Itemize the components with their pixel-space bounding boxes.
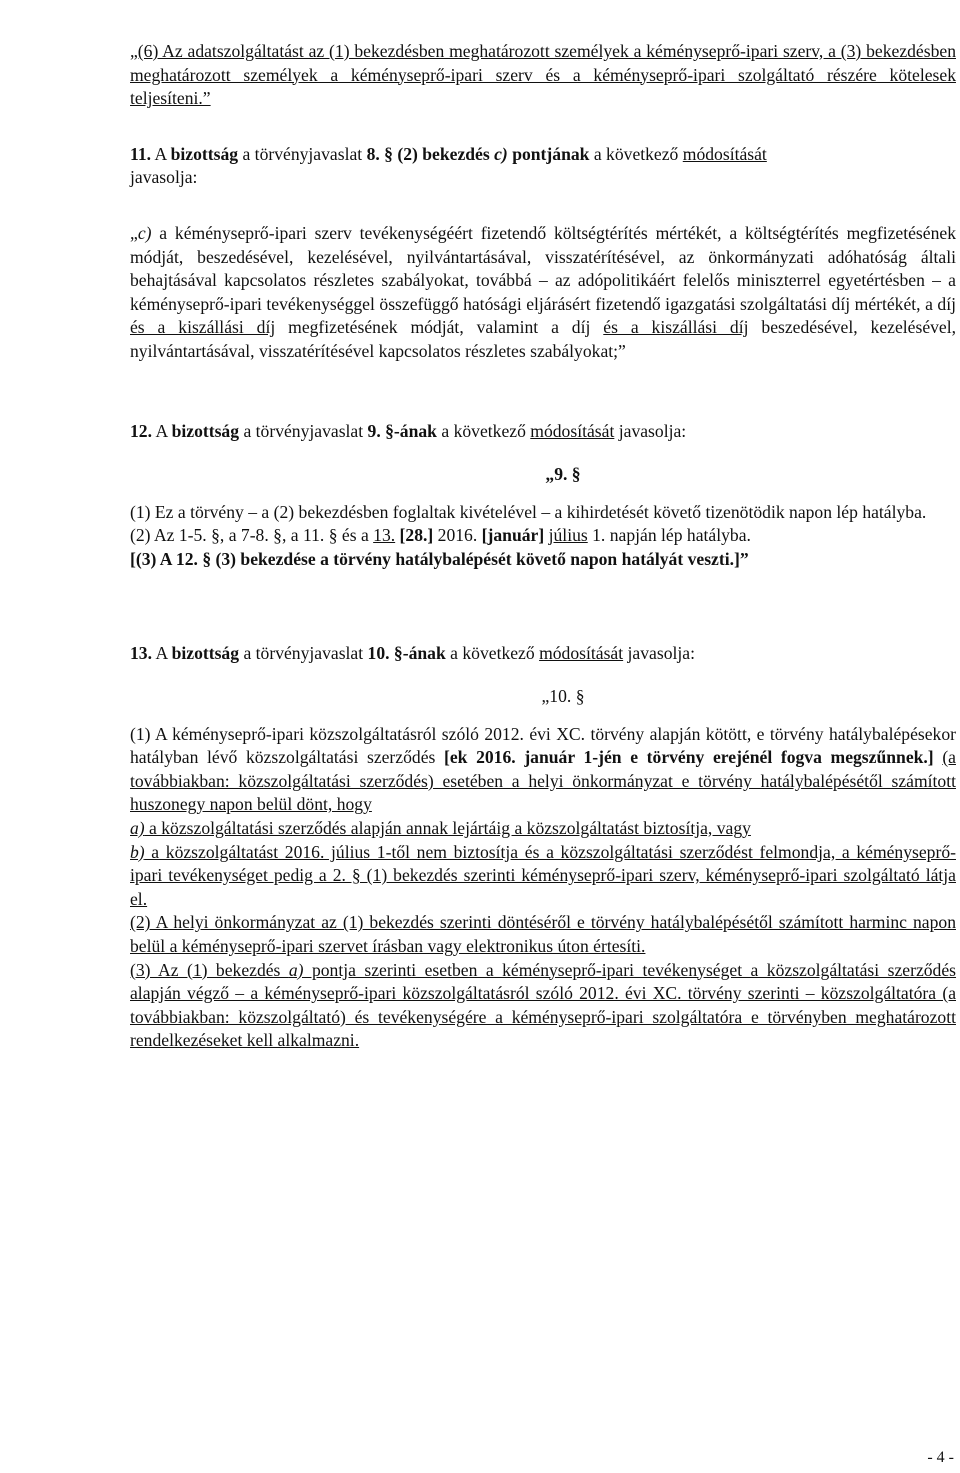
deleted-text: [január] [481,525,545,546]
deleted-text: [ek 2016. január 1-jén e törvény erejénél fogva megszűnnek.] [444,747,934,768]
section-heading: „10. § [541,686,585,707]
section-12-intro [130,420,956,444]
inserted-text: (a továbbiakban: közszolgáltatási szerződés) esetében a helyi önkormányzat e törvény hatálybalépésétől számított huszonegy napon belül dönt, hogy [130,747,956,815]
section-13-para-2 [130,911,956,958]
section-12-para-2 [130,524,956,548]
section-12-para-1: (1) Ez a törvény – a (2) bekezdésben foglaltak kivételével – a kihirdetését követő tizenötödik napon lép hatályba. [130,501,927,522]
page-number: - 4 - [927,1449,954,1466]
intro-text: a törvényjavaslat [243,642,364,663]
intro-ref: 8. § (2) bekezdés [366,143,490,164]
section-13-point-a [130,817,956,841]
intro-text: A [154,143,167,164]
intro-ref: 9. §-ának [367,420,437,441]
section-13-para-1 [130,723,956,817]
deleted-text: [28.] [395,525,434,546]
para-text: (1) A kéményseprő-ipari közszolgáltatásról szóló 2012. évi XC. törvény alapján kötött, e törvény hatálybalépésekor hatályban lévő közszolgáltatási szerződés [130,723,956,768]
section-12-para-3: [(3) A 12. § (3) bekezdése a törvény hatálybalépését követő napon hatályát veszti.]” [130,548,749,569]
intro-text: a következő [450,642,535,663]
quote-text: megfizetésének módját, valamint a díj [275,317,604,338]
intro-text: a törvényjavaslat [242,143,363,164]
intro-text: javasolja: [627,642,695,663]
inserted-text: és a kiszállási díj [130,317,276,338]
quote-text: beszedésével, kezelésével, nyilvántartásával, visszatérítésével kapcsolatos részletes szabályokat;” [130,317,957,361]
section-13-intro [130,642,956,666]
inserted-text: 13. [373,525,396,546]
inserted-text: pontja szerinti esetben a kéményseprő-ipari tevékenységet a közszolgáltatási szerződés alapján végző – a kéményseprő-ipari közszolgáltatásról szóló 2012. évi XC. törvény szerinti – közszolgáltatóra (a továbbiakban: közszolgáltató) és tevékenységére a kéményseprő-ipari szolgáltatóra e törvényben meghatározott rendelkezéseket kell alkalmazni. [130,959,957,1051]
section-13-point-b [130,841,956,912]
inserted-text: a közszolgáltatási szerződés alapján annak lejártáig a közszolgáltatást biztosítja, vagy [144,818,751,839]
intro-committee: bizottság [170,143,239,164]
quote-mark: „ [130,222,138,243]
intro-amendment: módosítását [539,642,624,663]
intro-committee: bizottság [171,420,240,441]
inserted-text: július [548,525,588,546]
para-text: 2016. [433,525,482,546]
paragraph-6-quote [130,40,956,111]
intro-text: javasolja: [130,167,198,188]
section-number: 12. [130,420,152,441]
intro-text: a következő [441,420,526,441]
section-11-intro [130,143,956,190]
quote-text: a kéményseprő-ipari szerv tevékenységéért fizetendő költségtérítés mértékét, a költségtérítés megfizetésének módját, beszedésével, kezelésével, nyilvántartásával, visszatérítésével, az önkormányzati adóhatóság általi behajtásával kapcsolatos részletes szabályokat, továbbá – az adópolitikáért felelős miniszterrel egyetértésben – a kéményseprő-ipari tevékenységgel összefüggő hatósági eljárásért fizetendő igazgatási szolgáltatási díj mértékét, a díj [130,222,956,314]
section-number: 13. [130,642,152,663]
inserted-text: a közszolgáltatást 2016. július 1-től nem biztosítja és a közszolgáltatási szerződést felmondja, a kéményseprő-ipari tevékenységet pedig a 2. § (1) bekezdés szerinti kéményseprő-ipari szerv, kéményseprő-ipari szolgáltató látja el. [130,841,956,909]
document-page [130,40,956,1053]
section-13-para-3 [130,959,956,1053]
section-11-quote [130,222,956,364]
intro-text: A [155,420,168,441]
intro-text: a törvényjavaslat [243,420,364,441]
inserted-text: (3) Az (1) bekezdés [130,959,289,980]
inserted-text: és a kiszállási díj [603,317,749,338]
intro-ref: pontjának [512,143,590,164]
point-letter: b) [130,841,145,862]
inserted-text: (2) A helyi önkormányzat az (1) bekezdés szerinti döntéséről e törvény hatálybalépésétől számított harminc napon belül a kéményseprő-ipari szervet írásban vagy elektronikus úton értesíti. [130,912,956,957]
para-text: (2) Az 1-5. §, a 7-8. §, a 11. § és a [130,525,374,546]
point-letter: a) [130,818,145,839]
point-letter: a) [288,959,304,980]
point-letter: c) [137,222,152,243]
intro-text: javasolja: [618,420,687,441]
intro-ref: 10. §-ának [367,642,446,663]
intro-text: a következő [593,143,679,164]
intro-point: c) [494,143,508,164]
para-text: 1. napján lép hatályba. [587,525,751,546]
intro-text: A [155,642,168,663]
intro-committee: bizottság [171,642,240,663]
section-number: 11. [130,143,152,164]
amended-text: „(6) Az adatszolgáltatást az (1) bekezdésben meghatározott személyek a kéményseprő-ipari szerv, a (3) bekezdésben meghatározott személyek a kéményseprő-ipari szerv és a kéményseprő-ipari szolgáltató részére kötelesek teljesíteni.” [130,41,956,109]
intro-amendment: módosítását [530,420,615,441]
section-heading: „9. § [545,464,581,485]
intro-amendment: módosítását [682,143,767,164]
